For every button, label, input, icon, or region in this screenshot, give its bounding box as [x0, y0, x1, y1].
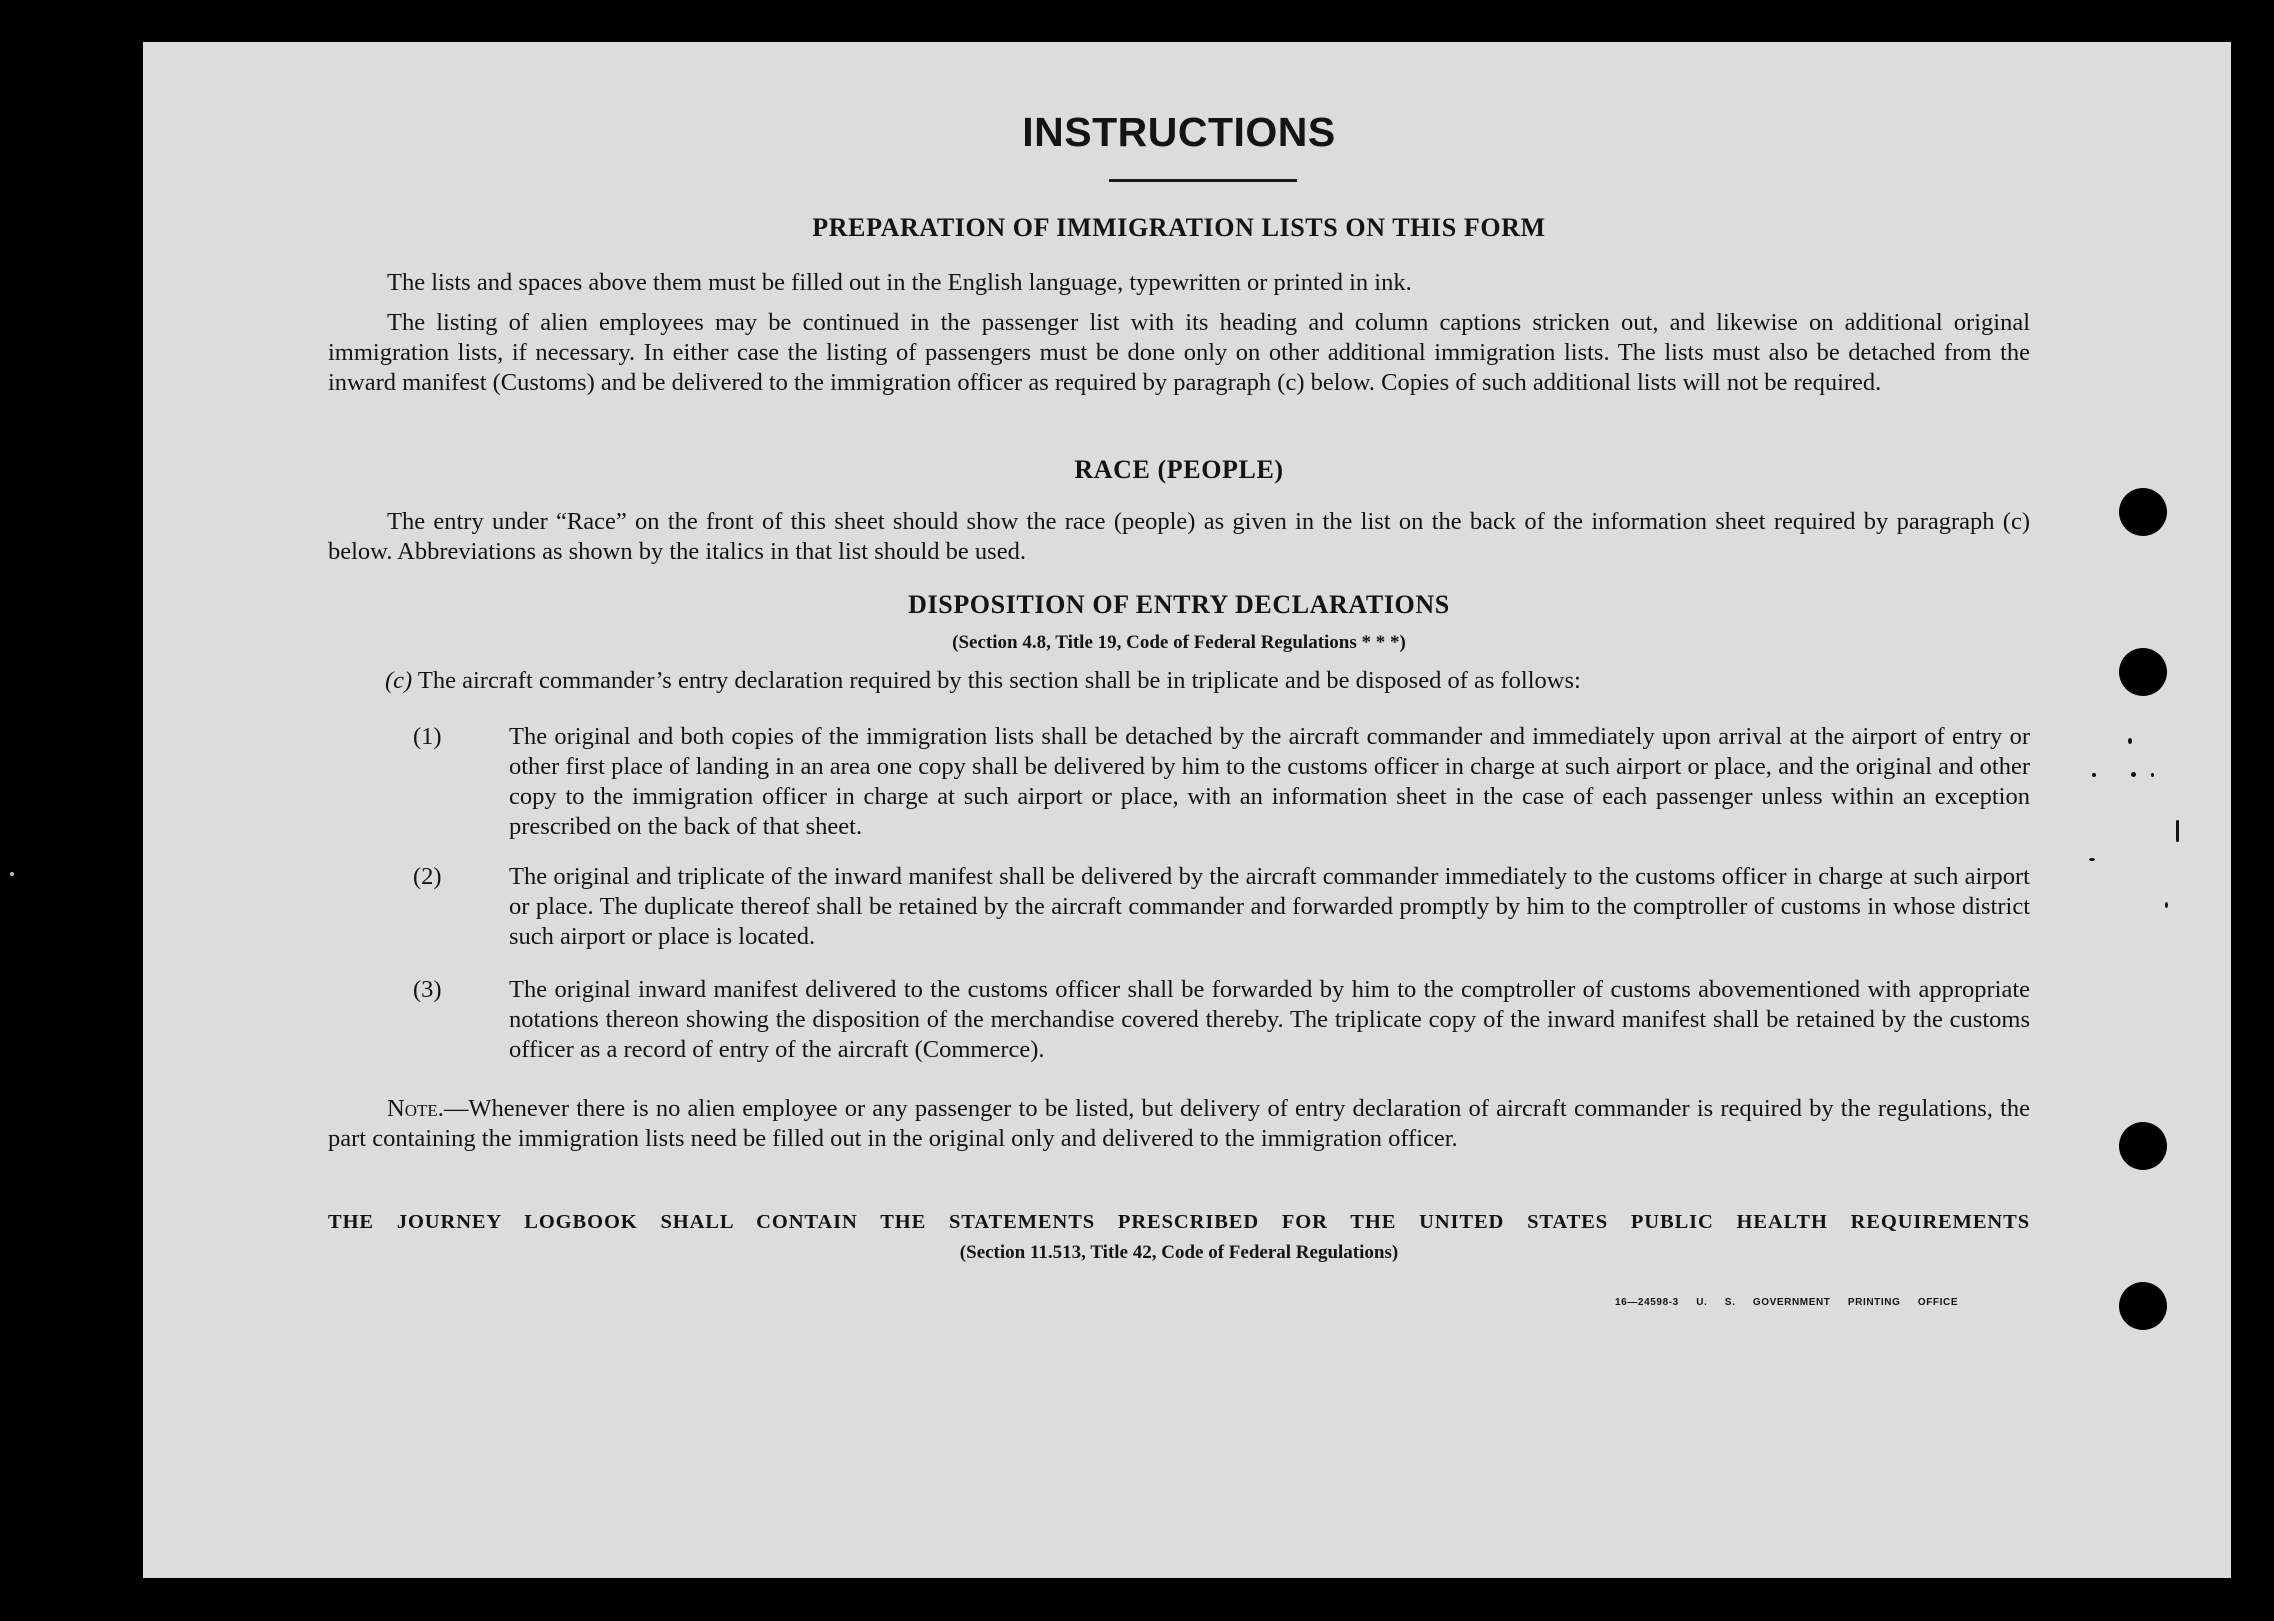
punch-hole-4 [2119, 1282, 2167, 1330]
section-heading-race: RACE (PEOPLE) [1074, 455, 1284, 484]
title-rule [1109, 179, 1297, 182]
list-item-2-marker: (2) [413, 863, 442, 890]
list-item-1-text: The original and both copies of the immigration lists shall be detached by the aircraft commander and immediately upon arrival at the airport of entry or other first place of landing in an area one copy shall be delivered by him to the customs officer in charge at such airport or place, and the original and other copy to the immigration officer in charge at such airport or place, with an information sheet in the case of each passenger unless within an exception prescribed on the back of that sheet. [509, 723, 2030, 840]
scan-speck [2128, 738, 2132, 744]
section-heading-disposition: DISPOSITION OF ENTRY DECLARATIONS [908, 590, 1450, 619]
paragraph-language: The lists and spaces above them must be filled out in the English language, typewritten or printed in ink. [387, 269, 1412, 296]
paragraph-alien-employees: The listing of alien employees may be continued in the passenger list with its heading and column captions stricken out, and likewise on additional original immigration lists, if necessary. In either case the listing of passengers must be done only on other additional immigration lists. The lists must also be detached from the inward manifest (Customs) and be delivered to the immigration officer as required by paragraph (c) below. Copies of such additional lists will not be required. [328, 309, 2030, 396]
list-item-3-marker: (3) [413, 976, 442, 1003]
scan-speck [10, 872, 14, 876]
printer-imprint [1615, 1297, 1958, 1308]
list-item-3 [413, 975, 2030, 1065]
note-label: Note. [387, 1095, 444, 1122]
form-number: 16—24598-3 [1615, 1297, 1679, 1308]
paragraph-note [328, 1094, 2030, 1154]
section-heading-preparation: PREPARATION OF IMMIGRATION LISTS ON THIS FORM [812, 213, 1546, 242]
list-item-1-marker: (1) [413, 723, 442, 750]
logbook-citation: (Section 11.513, Title 42, Code of Federal Regulations) [959, 1242, 1399, 1263]
page-title: INSTRUCTIONS [1022, 109, 1336, 155]
disposition-citation: (Section 4.8, Title 19, Code of Federal Regulations * * *) [952, 632, 1406, 653]
scan-speck [2089, 858, 2095, 861]
punch-hole-3 [2119, 1122, 2167, 1170]
list-item-2 [413, 862, 2030, 952]
scan-speck [2165, 902, 2168, 908]
note-text: —Whenever there is no alien employee or any passenger to be listed, but delivery of entry declaration of aircraft commander is required by the regulations, the part containing the immigration lists need be filled out in the original only and delivered to the immigration officer. [328, 1095, 2030, 1152]
paragraph-c-text: The aircraft commander’s entry declaration required by this section shall be in triplicate and be disposed of as follows: [417, 667, 1581, 694]
list-item-1 [413, 722, 2030, 842]
paragraph-c-marker: (c) [385, 667, 413, 694]
scan-speck [2151, 773, 2154, 777]
scan-speck [2176, 820, 2179, 842]
logbook-statement: THE JOURNEY LOGBOOK SHALL CONTAIN THE STATEMENTS PRESCRIBED FOR THE UNITED STATES PUBLIC HEALTH REQUIREMENTS [328, 1211, 2030, 1233]
punch-hole-1 [2119, 488, 2167, 536]
scan-speck [2092, 773, 2096, 777]
printer-name: U. S. GOVERNMENT PRINTING OFFICE [1696, 1297, 1959, 1308]
list-item-3-text: The original inward manifest delivered to the customs officer shall be forwarded by him to the comptroller of customs abovementioned with appropriate notations thereon showing the disposition of the merchandise covered thereby. The triplicate copy of the inward manifest shall be retained by the customs officer as a record of entry of the aircraft (Commerce). [509, 976, 2030, 1063]
scan-speck [2131, 772, 2136, 777]
punch-hole-2 [2119, 648, 2167, 696]
list-item-2-text: The original and triplicate of the inward manifest shall be delivered by the aircraft commander immediately to the customs officer in charge at such airport or place. The duplicate thereof shall be retained by the aircraft commander and forwarded promptly by him to the comptroller of customs in whose district such airport or place is located. [509, 863, 2030, 950]
paragraph-c-lead [385, 666, 2030, 696]
form-page [143, 42, 2231, 1578]
paragraph-race: The entry under “Race” on the front of this sheet should show the race (people) as given in the list on the back of the information sheet required by paragraph (c) below. Abbreviations as shown by the italics in that list should be used. [328, 508, 2030, 565]
